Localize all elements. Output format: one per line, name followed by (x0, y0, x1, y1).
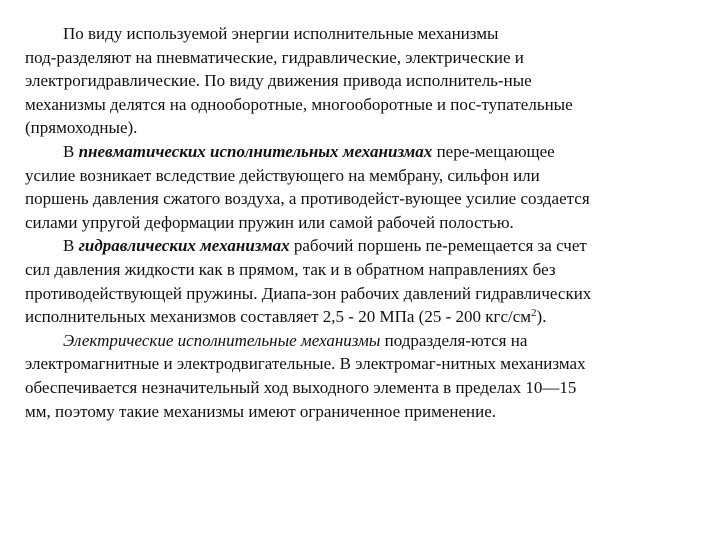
text-line (25, 282, 705, 306)
text-line (25, 400, 705, 424)
text-line (25, 258, 705, 282)
text-segment: (прямоходные). (25, 118, 138, 138)
text-line (25, 187, 705, 211)
text-segment: пере-мещающее (432, 141, 555, 161)
text-segment: В (63, 141, 79, 161)
text-segment: сил давления жидкости как в прямом, так и в обратном направлениях без (25, 259, 556, 279)
text-segment: электрогидравлические. По виду движения привода исполнитель-ные (25, 71, 532, 91)
text-line (25, 211, 705, 235)
superscript: 2 (531, 307, 537, 320)
text-line (25, 22, 705, 46)
emphasized-term: пневматических исполнительных механизмах (78, 141, 433, 161)
text-segment: противодействующей пружины. Диапа-зон рабочих давлений гидравлических (25, 283, 592, 303)
text-segment: ). (536, 307, 547, 327)
emphasized-term: Электрические исполнительные механизмы (63, 330, 381, 350)
text-segment: По виду используемой энергии исполнительные механизмы (63, 24, 499, 43)
text-segment: механизмы делятся на однооборотные, многооборотные и пос-тупательные (25, 94, 573, 114)
text-line (25, 234, 705, 258)
text-segment: рабочий поршень пе-ремещается за счет (289, 236, 587, 256)
text-segment: усилие возникает вследствие действующего на мембрану, сильфон или (25, 165, 540, 185)
text-segment: подразделя-ются на (380, 330, 528, 350)
text-line (25, 164, 705, 188)
emphasized-term: гидравлических механизмах (78, 236, 290, 256)
text-segment: электромагнитные и электродвигательные. В электромаг-нитных механизмах (25, 354, 586, 374)
text-line (25, 329, 705, 353)
text-segment: силами упругой деформации пружин или самой рабочей полостью. (25, 212, 514, 232)
body-text (25, 22, 705, 423)
text-line (25, 116, 705, 140)
text-segment: мм, поэтому такие механизмы имеют ограниченное применение. (25, 401, 497, 421)
text-line (25, 140, 705, 164)
text-line (25, 305, 705, 329)
text-line (25, 46, 705, 70)
text-segment: исполнительных механизмов составляет 2,5 - 20 МПа (25 - 200 кгс/см (25, 307, 532, 327)
text-line (25, 376, 705, 400)
text-line (25, 93, 705, 117)
text-segment: поршень давления сжатого воздуха, а противодейст-вующее усилие создается (25, 189, 590, 209)
text-segment: под-разделяют на пневматические, гидравлические, электрические и (25, 47, 524, 67)
text-line (25, 352, 705, 376)
text-line (25, 69, 705, 93)
text-segment: В (63, 236, 79, 256)
text-segment: обеспечивается незначительный ход выходного элемента в пределах 10—15 (25, 377, 577, 397)
